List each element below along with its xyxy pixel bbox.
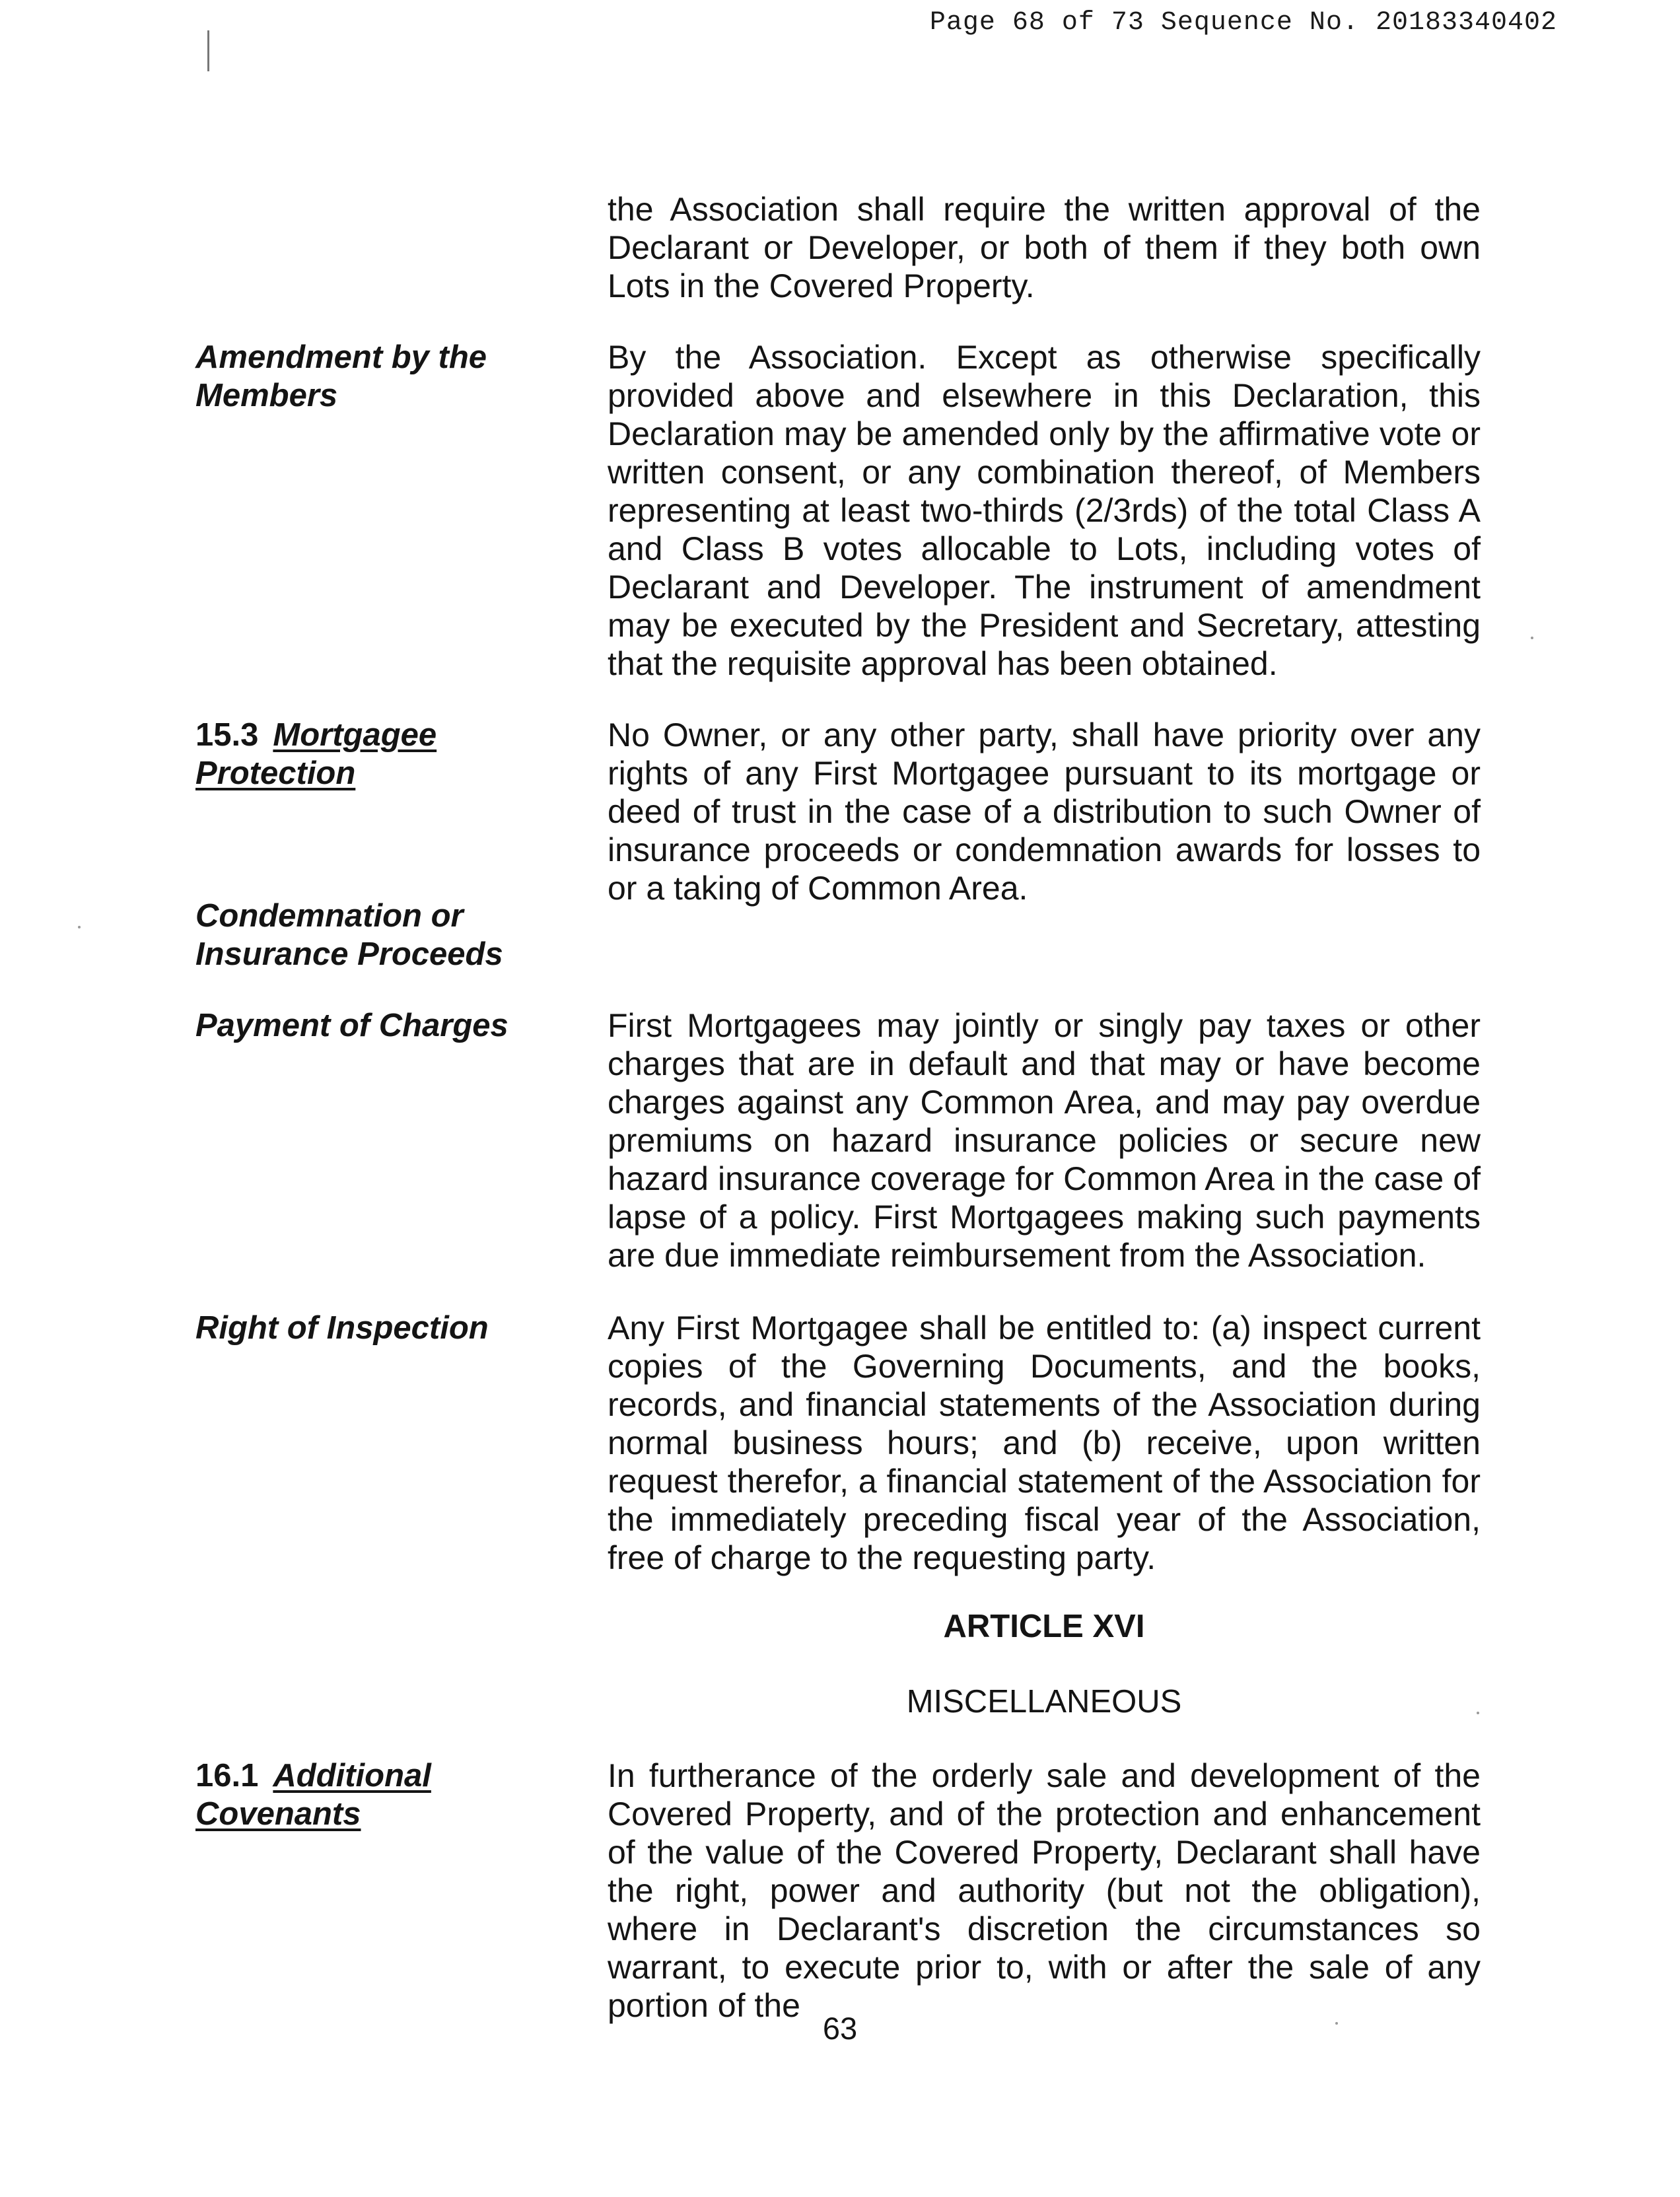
- section-15-3-title-line1: Mortgagee: [273, 717, 437, 753]
- condemnation-heading: [195, 897, 539, 973]
- section-16-1-title-line1: Additional: [273, 1758, 431, 1794]
- scan-speck: [78, 926, 81, 928]
- page-number: 63: [822, 2011, 858, 2046]
- continuation-paragraph: the Association shall require the written approval of the Declarant or Developer, or both of them if they both own Lots in the Covered Property.: [608, 191, 1481, 304]
- amendment-heading-line1: Amendment by the: [195, 339, 487, 375]
- section-16-1-number: 16.1: [195, 1758, 259, 1794]
- condemnation-heading-line1: Condemnation or: [195, 898, 464, 934]
- section-16-1-heading: [195, 1757, 539, 1833]
- scan-speck: [1335, 2022, 1338, 2025]
- additional-covenants-paragraph: In furtherance of the orderly sale and development of the Covered Property, and of the protection and enhancement of the value of the Covered Property, Declarant shall have the right, power and authority (but not the obligation), where in Declarant's discretion the circumstances so warrant, to execute prior to, with or after the sale of any portion of the: [608, 1757, 1481, 2024]
- condemnation-paragraph: No Owner, or any other party, shall have priority over any rights of any First Mortgagee pursuant to its mortgage or deed of trust in the case of a distribution to such Owner of insurance proceeds or condemnation awards for losses to or a taking of Common Area.: [608, 716, 1481, 907]
- page-sequence-stamp: Page 68 of 73 Sequence No. 20183340402: [929, 8, 1557, 38]
- section-15-3-heading: [195, 716, 539, 792]
- scan-speck: [1531, 637, 1533, 639]
- payment-of-charges-heading: Payment of Charges: [195, 1008, 508, 1043]
- scan-speck: [1477, 1712, 1479, 1714]
- amendment-by-members-paragraph: By the Association. Except as otherwise specifically provided above and elsewhere in this Declaration, this Declaration may be amended only by the affirmative vote or written consent, or any combination thereof, of Members representing at least two-thirds (2/3rds) of the total Class A and Class B votes allocable to Lots, including votes of Declarant and Developer. The instrument of amendment may be executed by the President and Secretary, attesting that the requisite approval has been obtained.: [608, 339, 1481, 682]
- amendment-by-members-heading: [195, 338, 539, 415]
- amendment-heading-line2: Members: [195, 378, 338, 413]
- right-of-inspection-heading: Right of Inspection: [195, 1310, 489, 1346]
- section-15-3-title-line2: Protection: [195, 755, 356, 791]
- section-15-3-number: 15.3: [195, 717, 259, 753]
- margin-mark: [207, 30, 209, 71]
- payment-of-charges-paragraph: First Mortgagees may jointly or singly pay taxes or other charges that are in default and that may or have become charges against any Common Area, and may pay overdue premiums on hazard insurance policies or secure new hazard insurance coverage for Common Area in the case of lapse of a policy. First Mortgagees making such payments are due immediate reimbursement from the Association.: [608, 1007, 1481, 1274]
- article-heading: ARTICLE XVI: [943, 1609, 1145, 1644]
- section-16-1-title-line2: Covenants: [195, 1796, 361, 1832]
- condemnation-heading-line2: Insurance Proceeds: [195, 936, 503, 972]
- article-title: MISCELLANEOUS: [906, 1684, 1182, 1720]
- right-of-inspection-paragraph: Any First Mortgagee shall be entitled to: (a) inspect current copies of the Governing Documents, and the books, records, and financial statements of the Association during normal business hours; and (b) receive, upon written request therefor, a financial statement of the Association for the immediately preceding fiscal year of the Association, free of charge to the requesting party.: [608, 1309, 1481, 1576]
